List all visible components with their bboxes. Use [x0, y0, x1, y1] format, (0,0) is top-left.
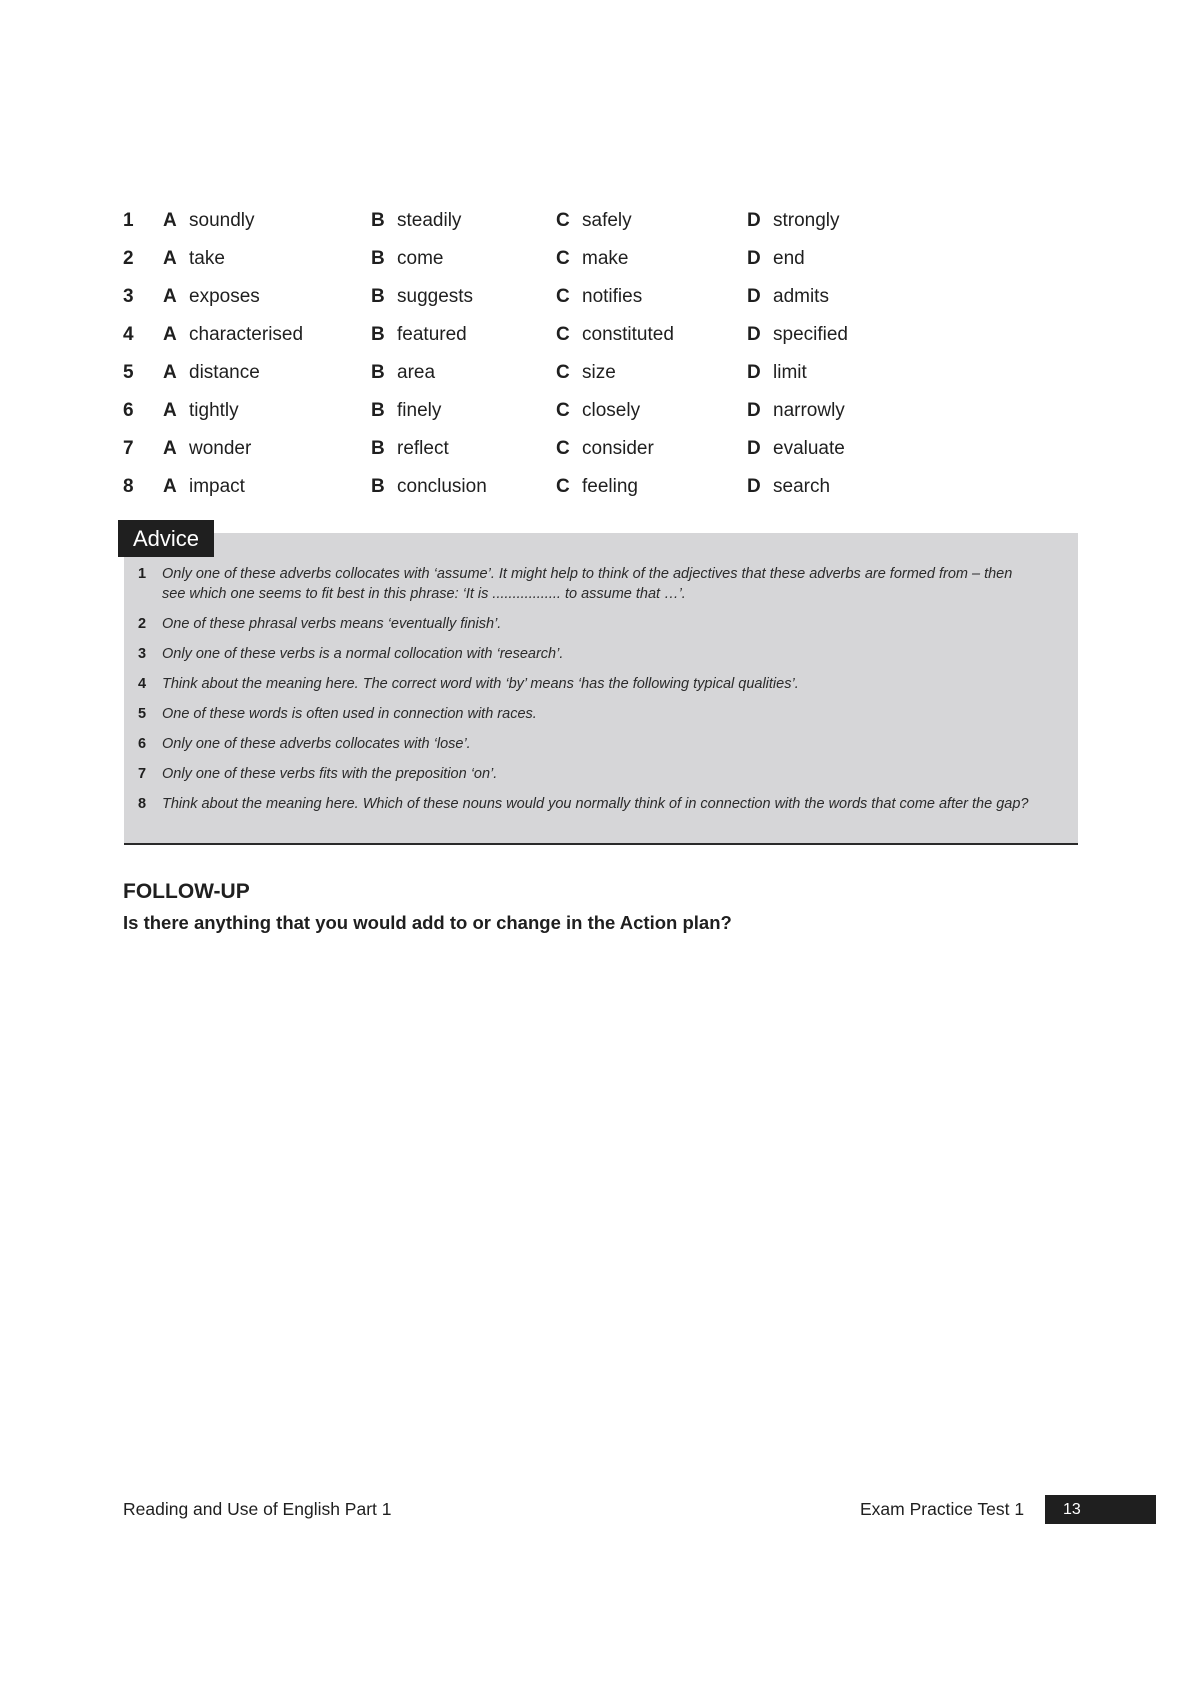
follow-up-question: Is there anything that you would add to or change in the Action plan? [123, 912, 732, 933]
advice-item: 4 Think about the meaning here. The correct word with ‘by’ means ‘has the following typical qualities’. [138, 676, 799, 692]
advice-item: 2 One of these phrasal verbs means ‘eventually finish’. [138, 616, 502, 632]
footer-test-title: Exam Practice Test 1 [860, 1499, 1025, 1519]
option-a: A soundly [163, 210, 255, 231]
option-a: A exposes [163, 286, 260, 307]
advice-item: 3 Only one of these verbs is a normal collocation with ‘research’. [138, 646, 564, 662]
option-c: C size [556, 362, 616, 383]
option-a: A wonder [163, 438, 252, 459]
option-b: B steadily [371, 210, 462, 231]
question-number: 4 [123, 324, 134, 345]
option-a: A distance [163, 362, 260, 383]
question-row [123, 284, 1023, 322]
question-number: 7 [123, 438, 134, 459]
option-d: D limit [747, 362, 807, 383]
option-a: A take [163, 248, 225, 269]
option-a: A impact [163, 476, 245, 497]
option-c: C consider [556, 438, 654, 459]
option-c: C feeling [556, 476, 638, 497]
option-d: D strongly [747, 210, 840, 231]
question-number: 6 [123, 400, 134, 421]
option-c: C closely [556, 400, 641, 421]
page-number: 13 [1045, 1495, 1156, 1524]
option-d: D search [747, 476, 831, 497]
advice-heading: Advice [118, 520, 214, 557]
option-c: C notifies [556, 286, 643, 307]
option-b: B conclusion [371, 476, 487, 497]
question-row [123, 398, 1023, 436]
question-row [123, 360, 1023, 398]
advice-list [138, 564, 1038, 824]
options-table [123, 208, 1023, 512]
option-b: B finely [371, 400, 442, 421]
advice-item: 7 Only one of these verbs fits with the preposition ‘on’. [138, 766, 498, 782]
advice-item: 8 Think about the meaning here. Which of these nouns would you normally think of in connection with the words that come after the gap? [138, 796, 1029, 812]
question-number: 2 [123, 248, 134, 269]
option-b: B featured [371, 324, 467, 345]
question-number: 1 [123, 210, 134, 231]
question-number: 8 [123, 476, 134, 497]
option-c: C constituted [556, 324, 674, 345]
option-b: B area [371, 362, 436, 383]
footer-section-title: Reading and Use of English Part 1 [123, 1499, 392, 1519]
option-a: A characterised [163, 324, 304, 345]
advice-item: 1 Only one of these adverbs collocates with ‘assume’. It might help to think of the adjectives that these adverbs are formed from – then see which one seems to fit best in this phrase: ‘It is ................. to assume that …’. [138, 566, 1013, 602]
follow-up-title: FOLLOW-UP [123, 880, 250, 903]
option-b: B reflect [371, 438, 449, 459]
option-b: B come [371, 248, 444, 269]
option-c: C safely [556, 210, 632, 231]
option-d: D end [747, 248, 805, 269]
question-row [123, 246, 1023, 284]
question-row [123, 474, 1023, 512]
option-d: D evaluate [747, 438, 845, 459]
option-a: A tightly [163, 400, 239, 421]
question-number: 3 [123, 286, 134, 307]
option-d: D admits [747, 286, 829, 307]
question-row [123, 208, 1023, 246]
advice-item: 6 Only one of these adverbs collocates with ‘lose’. [138, 736, 471, 752]
advice-item: 5 One of these words is often used in connection with races. [138, 706, 537, 722]
option-d: D specified [747, 324, 848, 345]
question-row [123, 436, 1023, 474]
option-c: C make [556, 248, 629, 269]
question-row [123, 322, 1023, 360]
question-number: 5 [123, 362, 134, 383]
option-d: D narrowly [747, 400, 845, 421]
advice-box [124, 533, 1078, 845]
option-b: B suggests [371, 286, 474, 307]
